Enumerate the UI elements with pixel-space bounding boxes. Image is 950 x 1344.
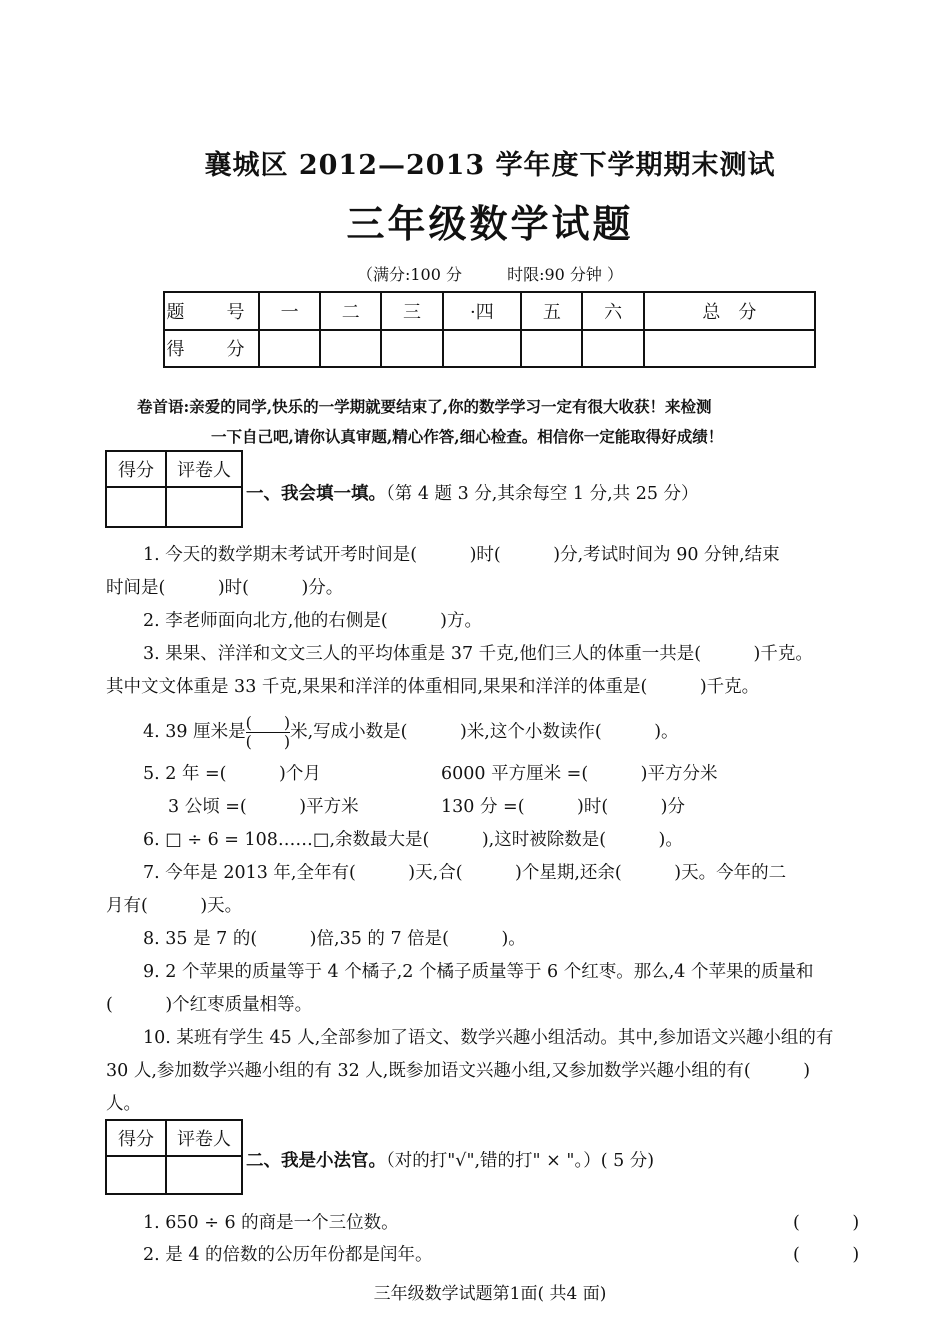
score-blank[interactable] [259,330,320,368]
q10-line-a: 10. 某班有学生 45 人,全部参加了语文、数学兴趣小组活动。其中,参加语文兴趣小组的有 [143,1028,834,1048]
exam-header-title: 襄城区 2012—2013 学年度下学期期末测试 [204,150,776,181]
score-row-label: 得 分 [164,330,259,368]
time-limit: 时限:90 分钟 ） [507,265,624,284]
q3-line-b: 其中文文体重是 33 千克,果果和洋洋的体重相同,果果和洋洋的体重是( )千克。 [106,677,760,697]
tf-q1-answer[interactable]: ( ) [793,1213,860,1233]
score-blank[interactable] [320,330,381,368]
score-table-score-row [164,330,815,368]
q4-denominator: ( ) [245,732,291,751]
q9-line-a: 9. 2 个苹果的质量等于 4 个橘子,2 个橘子质量等于 6 个红枣。那么,4 个苹果的质量和 [143,962,814,982]
q4-numerator: ( ) [245,713,291,732]
tf-q2-answer[interactable]: ( ) [793,1245,860,1265]
section1-heading [246,480,699,505]
q1-line-b: 时间是( )时( )分。 [106,578,344,598]
exam-subject-title: 三年级数学试题 [346,201,634,246]
q10-line-c: 人。 [106,1094,141,1114]
score-cell: ·四 [443,292,522,330]
score-blank[interactable] [582,330,643,368]
q9-line-b: ( )个红枣质量相等。 [106,995,313,1015]
score-blank[interactable] [644,330,815,368]
score-blank[interactable] [381,330,442,368]
q4-suffix: 米,写成小数是( )米,这个小数读作( )。 [290,722,679,742]
grader-score-blank[interactable] [106,1156,166,1194]
q7-line-a: 7. 今年是 2013 年,全年有( )天,合( )个星期,还余( )天。今年的二 [143,863,787,883]
tf-q1: 1. 650 ÷ 6 的商是一个三位数。 [143,1213,399,1233]
section1-note: （第 4 题 3 分,其余每空 1 分,共 25 分） [386,484,699,504]
grader-score-blank[interactable] [106,487,166,527]
grader-box-2 [105,1119,243,1195]
q4-line [143,714,679,751]
section2-heading [246,1147,654,1172]
q3-line-a: 3. 果果、洋洋和文文三人的平均体重是 37 千克,他们三人的体重一共是( )千克。 [143,644,813,664]
full-score: （满分:100 分 [356,265,462,284]
q5-line-b-left: 3 公顷 =( )平方米 [168,797,359,817]
grader-name-label: 评卷人 [166,1120,242,1156]
section2-note: （对的打"√",错的打" × "。）( 5 分) [386,1151,655,1171]
tf-q2: 2. 是 4 的倍数的公历年份都是闰年。 [143,1245,433,1265]
grader-score-label: 得分 [106,451,166,487]
q10-line-b: 30 人,参加数学兴趣小组的有 32 人,既参加语文兴趣小组,又参加数学兴趣小组的有( ) [106,1061,811,1081]
section1-title: 一、我会填一填。 [246,484,386,504]
q5-line-b-right: 130 分 =( )时( )分 [441,797,685,817]
score-cell: 二 [320,292,381,330]
grader-name-label: 评卷人 [166,451,242,487]
grader-name-blank[interactable] [166,1156,242,1194]
score-cell: 五 [521,292,582,330]
intro-line-2: 一下自己吧,请你认真审题,精心作答,细心检查。相信你一定能取得好成绩！ [211,427,724,446]
q1-line-a: 1. 今天的数学期末考试开考时间是( )时( )分,考试时间为 90 分钟,结束 [143,545,780,565]
score-table [163,291,816,368]
q2-line: 2. 李老师面向北方,他的右侧是( )方。 [143,611,482,631]
score-blank[interactable] [521,330,582,368]
score-table-header-row [164,292,815,330]
score-cell: 总 分 [644,292,815,330]
q6-line: 6. □ ÷ 6 = 108……□,余数最大是( ),这时被除数是( )。 [143,830,683,850]
section2-title: 二、我是小法官。 [246,1151,386,1171]
q5-line-a-left: 5. 2 年 =( )个月 [143,764,321,784]
q7-line-b: 月有( )天。 [106,896,243,916]
q4-prefix: 4. 39 厘米是 [143,722,246,742]
score-cell: 题 号 [164,292,259,330]
score-cell: 一 [259,292,320,330]
score-cell: 三 [381,292,442,330]
page-footer: 三年级数学试题第1面( 共4 面) [373,1284,607,1304]
q4-fraction [246,714,291,751]
exam-info [0,262,950,285]
q8-line: 8. 35 是 7 的( )倍,35 的 7 倍是( )。 [143,929,526,949]
grader-score-label: 得分 [106,1120,166,1156]
intro-line-1: 卷首语:亲爱的同学,快乐的一学期就要结束了,你的数学学习一定有很大收获！来检测 [137,397,712,416]
q5-line-a-right: 6000 平方厘米 =( )平方分米 [441,764,718,784]
grader-box-1 [105,450,243,528]
grader-name-blank[interactable] [166,487,242,527]
score-cell: 六 [582,292,643,330]
score-blank[interactable] [443,330,522,368]
